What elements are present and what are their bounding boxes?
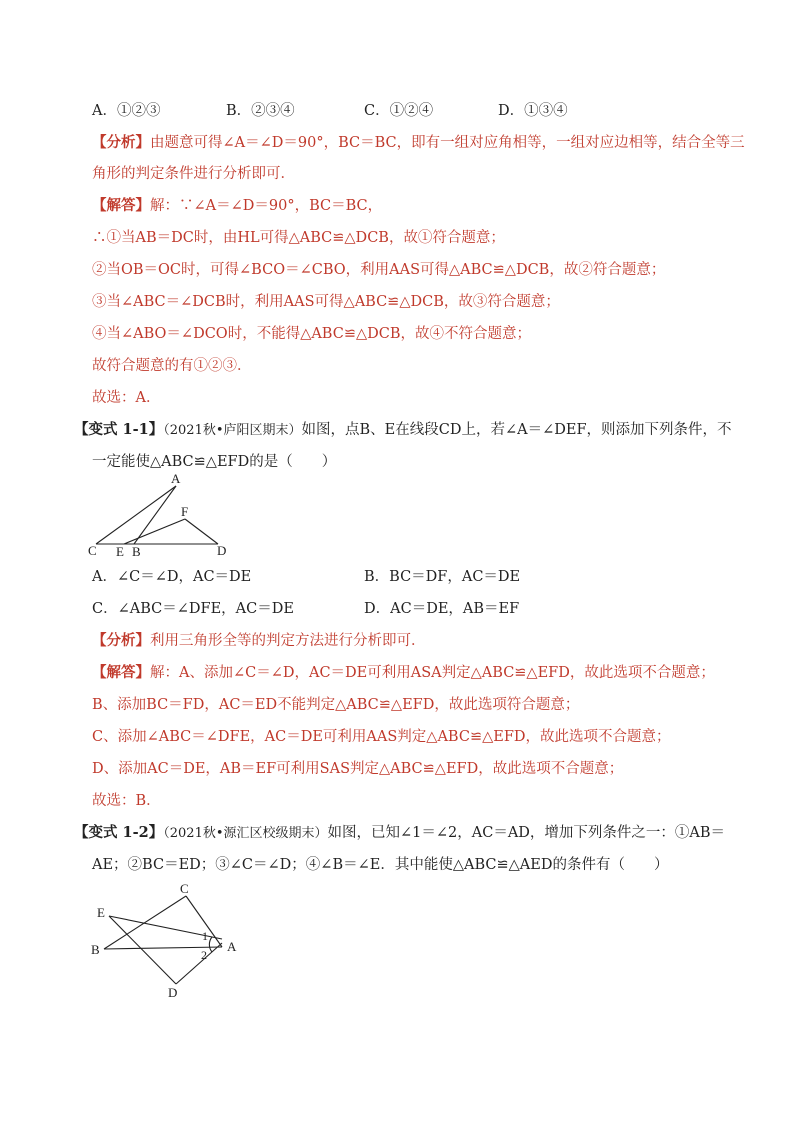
q3-stem-line-1 — [74, 823, 725, 844]
angle-arc — [209, 937, 212, 952]
q1-answer-line-1 — [92, 196, 382, 216]
analysis-tag: 【分析】 — [92, 134, 150, 151]
q2-answer-line-1 — [92, 663, 715, 683]
q1-answer-line-3: ②当OB＝OC时，可得∠BCO＝∠CBO，利用AAS可得△ABC≌△DCB，故②符合题意； — [92, 262, 666, 278]
q1-answer-line-5: ④当∠ABO＝∠DCO时，不能得△ABC≌△DCB，故④不符合题意； — [92, 326, 532, 342]
label-a: A — [227, 939, 237, 954]
q2-stem-line-1 — [74, 420, 732, 441]
q2-answer-line-5: 故选：B． — [92, 793, 161, 809]
q3-figure — [84, 880, 254, 1004]
q2-answer-line-2: B、添加BC＝FD，AC＝ED不能判定△ABC≌△EFD，故此选项符合题意； — [92, 697, 580, 713]
q2-stem-text: 如图，点B、E在线段CD上，若∠A＝∠DEF，则添加下列条件，不 — [301, 422, 732, 438]
q1-options — [0, 101, 794, 121]
segment-ca — [96, 486, 176, 544]
q1-answer-line-4: ③当∠ABC＝∠DCB时，利用AAS可得△ABC≌△DCB，故③符合题意； — [92, 294, 560, 310]
analysis-text: 利用三角形全等的判定方法进行分析即可． — [150, 633, 426, 649]
q1-answer-line-2: ∴①当AB＝DC时，由HL可得△ABC≌△DCB，故①符合题意； — [92, 230, 505, 246]
q3-stem-line-2: AE；②BC＝ED；③∠C＝∠D；④∠B＝∠E．其中能使△ABC≌△AED的条件有（ ） — [92, 857, 669, 873]
segment-ba — [134, 486, 176, 544]
answer-tag: 【解答】 — [92, 664, 150, 681]
q1-option-a: A．①②③ — [92, 103, 161, 119]
q2-option-b: B．BC＝DF，AC＝DE — [364, 569, 521, 585]
label-b: B — [132, 544, 141, 559]
q2-answer-line-4: D、添加AC＝DE，AB＝EF可利用SAS判定△ABC≌△EFD，故此选项不合题意； — [92, 761, 624, 777]
analysis-tag: 【分析】 — [92, 632, 150, 649]
q1-analysis-line-1 — [92, 133, 745, 153]
analysis-text: 由题意可得∠A＝∠D＝90°，BC＝BC，即有一组对应角相等，一组对应边相等，结合全等三 — [150, 135, 745, 151]
q2-options-row-2 — [0, 599, 794, 619]
q2-answer-line-3: C、添加∠ABC＝∠DFE，AC＝DE可利用AAS判定△ABC≌△EFD，故此选项不合题意； — [92, 729, 671, 745]
q3-source: （2021秋•源汇区校级期末） — [163, 826, 328, 841]
label-angle-1: 1 — [202, 929, 208, 943]
q2-geometry-diagram — [82, 472, 242, 564]
q3-geometry-diagram — [84, 880, 254, 1004]
q2-options-row-1 — [0, 567, 794, 587]
label-e: E — [97, 905, 105, 920]
segment-ef — [124, 519, 185, 544]
q3-title-tag: 【变式 1-2】 — [74, 824, 164, 841]
q2-source: （2021秋•庐阳区期末） — [163, 423, 302, 438]
q2-option-d: D．AC＝DE，AB＝EF — [364, 601, 520, 617]
q1-option-d: D．①③④ — [498, 103, 568, 119]
segment-fd — [185, 519, 218, 544]
q2-analysis-line-1 — [92, 631, 426, 651]
segment-da — [176, 943, 222, 984]
label-a: A — [171, 472, 181, 486]
label-f: F — [181, 504, 189, 519]
q1-answer-line-7: 故选：A． — [92, 390, 161, 406]
label-angle-2: 2 — [201, 948, 207, 962]
q3-stem-text: 如图，已知∠1＝∠2，AC＝AD，增加下列条件之一：①AB＝ — [327, 825, 726, 841]
label-c: C — [180, 881, 189, 896]
q1-analysis-line-2: 角形的判定条件进行分析即可． — [92, 166, 295, 182]
q1-answer-line-6: 故符合题意的有①②③． — [92, 358, 252, 374]
answer-text: 解：∵∠A＝∠D＝90°，BC＝BC， — [150, 198, 383, 214]
answer-text: 解：A、添加∠C＝∠D，AC＝DE可利用ASA判定△ABC≌△EFD，故此选项不合题意； — [150, 665, 715, 681]
label-c: C — [88, 543, 97, 558]
q2-stem-line-2: 一定能使△ABC≌△EFD的是（ ） — [92, 454, 337, 470]
q1-option-c: C．①②④ — [364, 103, 434, 119]
q2-option-a: A．∠C＝∠D，AC＝DE — [92, 569, 252, 585]
label-e: E — [116, 544, 124, 559]
segment-cb — [104, 896, 186, 949]
label-b: B — [91, 942, 100, 957]
q2-figure — [82, 472, 242, 564]
answer-tag: 【解答】 — [92, 197, 150, 214]
q2-option-c: C．∠ABC＝∠DFE，AC＝DE — [92, 601, 294, 617]
label-d: D — [168, 985, 178, 1000]
segment-ed — [109, 916, 176, 984]
q1-option-b: B．②③④ — [226, 103, 295, 119]
label-d: D — [217, 543, 227, 558]
q2-title-tag: 【变式 1-1】 — [74, 421, 164, 438]
